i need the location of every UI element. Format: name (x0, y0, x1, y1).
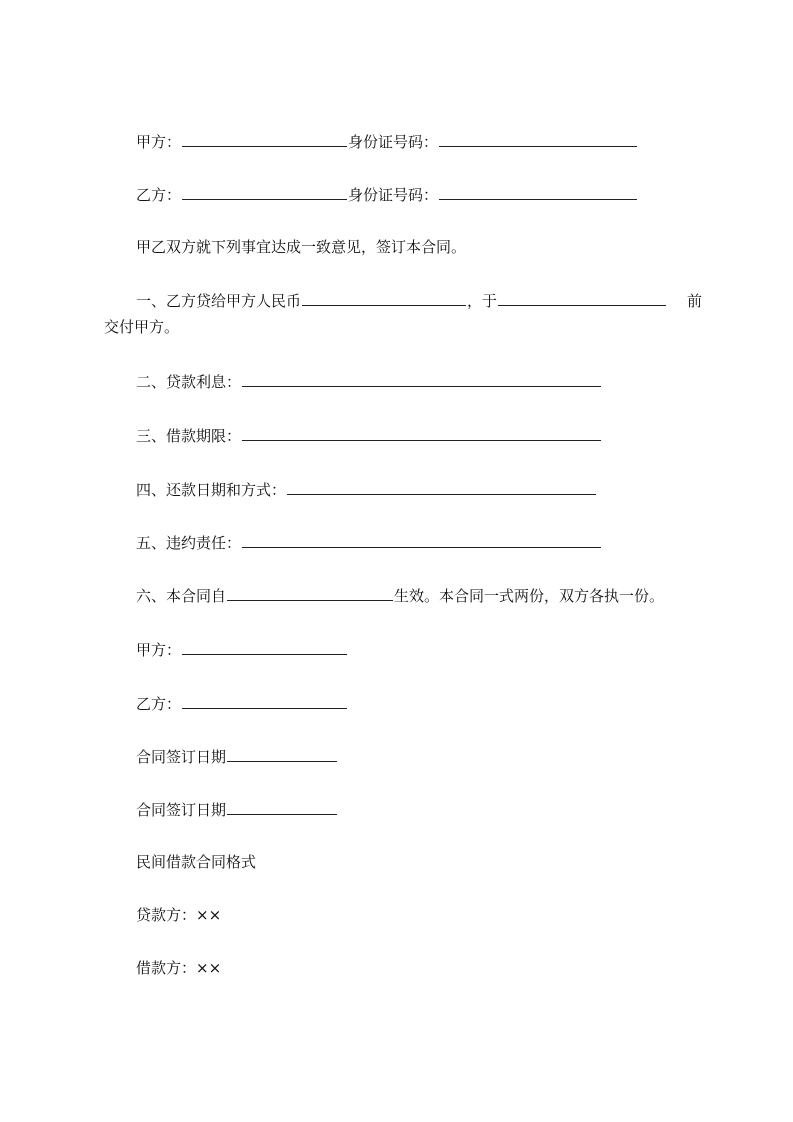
clause-1-end: 前 (686, 292, 702, 310)
sign-date-1 (136, 746, 338, 766)
party-a-label: 甲方： (136, 133, 182, 151)
signature-party-b-label: 乙方： (136, 695, 182, 713)
party-a-name-blank[interactable] (182, 131, 347, 147)
clause-1-prefix: 一、乙方贷给甲方人民币 (136, 292, 302, 310)
clause-1-continuation: 交付甲方。 (104, 318, 180, 336)
clause-5-label: 五、违约责任： (136, 534, 242, 552)
delivery-date-blank[interactable] (498, 290, 666, 306)
party-b-id-blank[interactable] (439, 184, 637, 200)
loan-amount-blank[interactable] (302, 290, 466, 306)
party-b-label: 乙方： (136, 186, 182, 204)
loan-term-blank[interactable] (242, 425, 601, 441)
signature-party-a-label: 甲方： (136, 641, 182, 659)
sign-date-2-blank[interactable] (227, 799, 337, 815)
sign-date-2-label: 合同签订日期 (136, 801, 227, 819)
intro-paragraph: 甲乙双方就下列事宜达成一致意见，签订本合同。 (136, 238, 467, 256)
party-b-id-label: 身份证号码： (348, 186, 439, 204)
clause-3 (136, 425, 602, 445)
signature-party-b-blank[interactable] (182, 693, 347, 709)
section-title: 民间借款合同格式 (136, 853, 257, 871)
clause-6-suffix: 生效。本合同一式两份，双方各执一份。 (394, 587, 665, 605)
clause-3-label: 三、借款期限： (136, 427, 242, 445)
signature-party-a (136, 639, 348, 659)
signature-party-b (136, 693, 348, 713)
party-b-name-blank[interactable] (182, 184, 347, 200)
signature-party-a-blank[interactable] (182, 639, 347, 655)
effective-date-blank[interactable] (227, 585, 393, 601)
clause-1 (104, 288, 702, 340)
clause-6-prefix: 六、本合同自 (136, 587, 227, 605)
party-a-id-label: 身份证号码： (348, 133, 439, 151)
interest-blank[interactable] (242, 371, 601, 387)
clause-2-label: 二、贷款利息： (136, 373, 242, 391)
borrower-line: 借款方：×× (136, 959, 222, 977)
sign-date-1-label: 合同签订日期 (136, 748, 227, 766)
clause-4-label: 四、还款日期和方式： (136, 481, 287, 499)
repayment-blank[interactable] (287, 479, 596, 495)
clause-4 (136, 479, 597, 499)
lender-line: 贷款方：×× (136, 906, 222, 924)
clause-6 (136, 585, 664, 605)
sign-date-1-blank[interactable] (227, 746, 337, 762)
party-a-row (136, 131, 638, 151)
clause-2 (136, 371, 602, 391)
sign-date-2 (136, 799, 338, 819)
party-b-row (136, 184, 638, 204)
party-a-id-blank[interactable] (439, 131, 637, 147)
liability-blank[interactable] (242, 532, 601, 548)
clause-5 (136, 532, 602, 552)
clause-1-mid: ，于 (467, 292, 498, 310)
